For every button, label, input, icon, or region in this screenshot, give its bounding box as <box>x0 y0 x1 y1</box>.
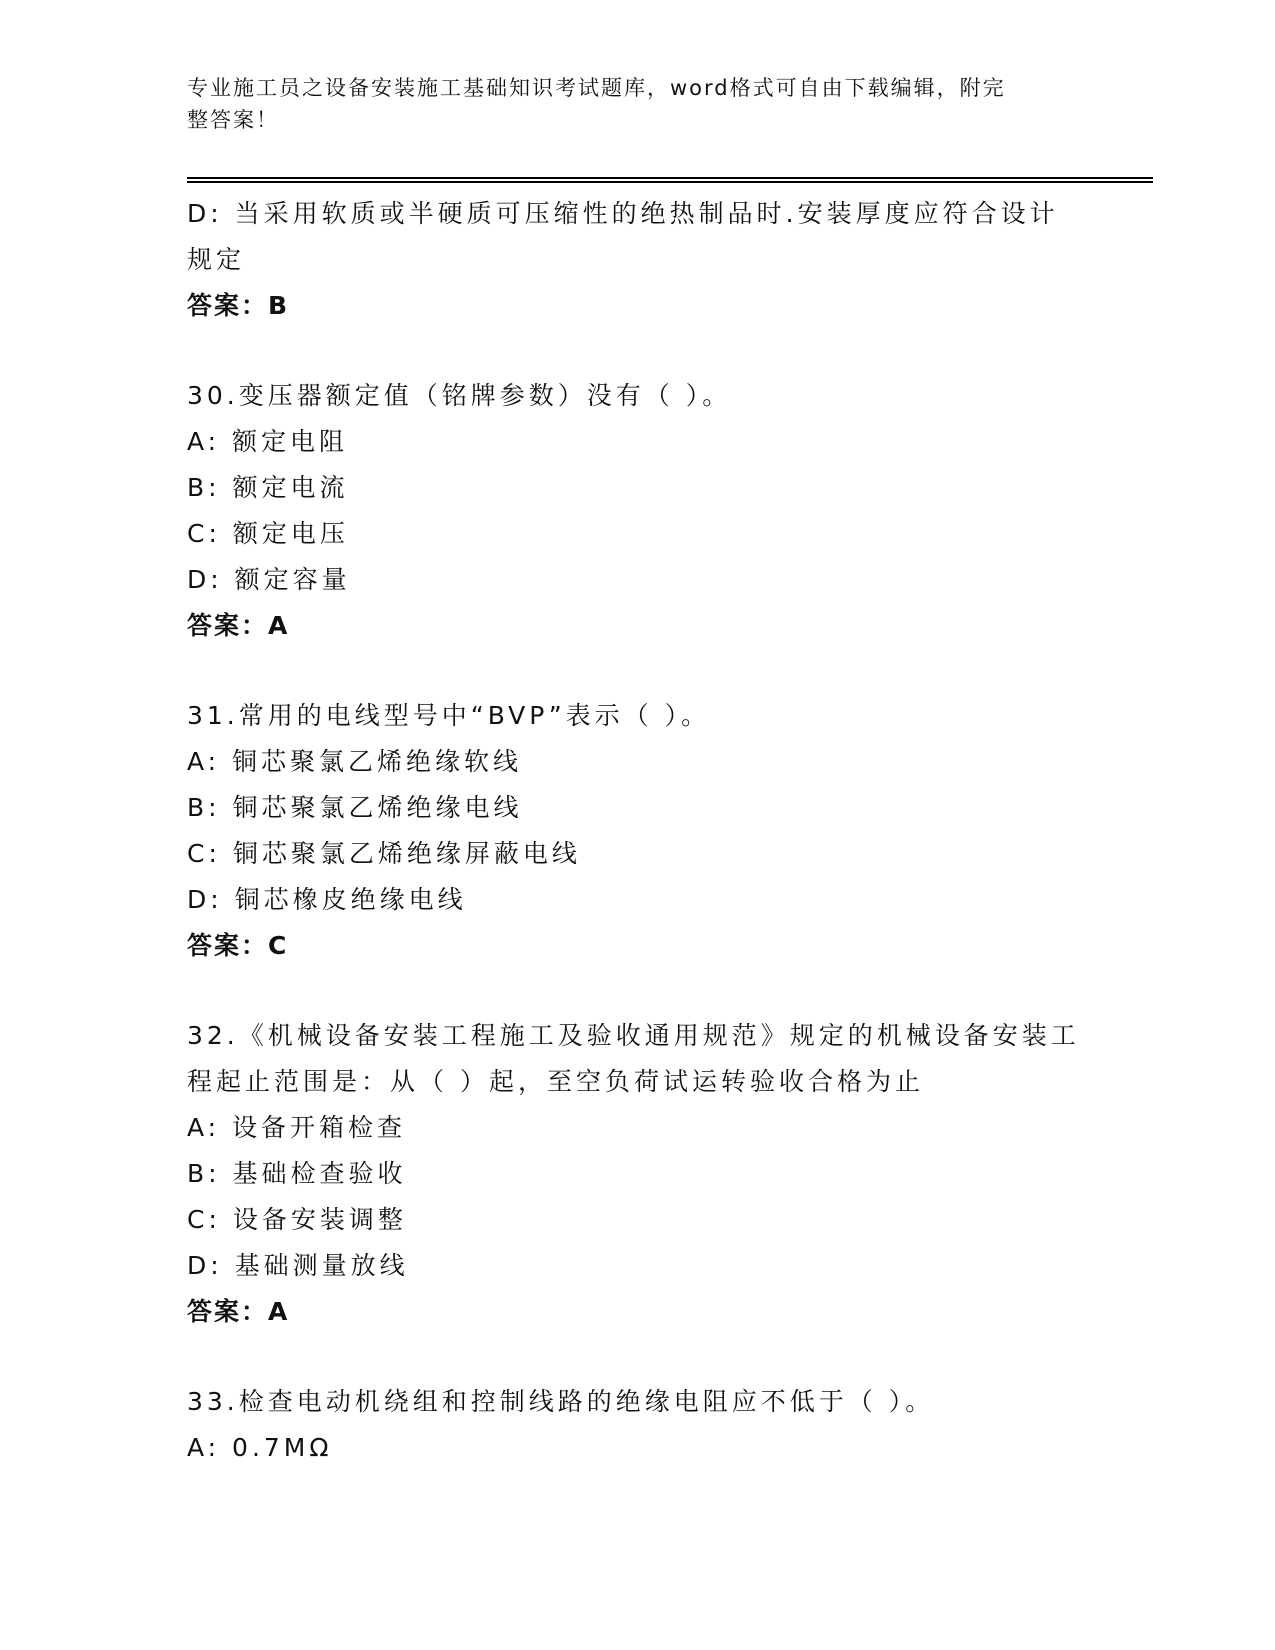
option-a: A: 铜芯聚氯乙烯绝缘软线 <box>187 747 523 776</box>
spacer <box>187 649 1087 693</box>
option-d-continued: 规定 <box>187 245 246 274</box>
header-line-2: 整答案！ <box>187 108 279 132</box>
spacer <box>187 969 1087 1013</box>
option-a: A: 0.7MΩ <box>187 1433 333 1462</box>
option-c: C: 设备安装调整 <box>187 1205 407 1234</box>
answer-line: 答案：C <box>187 931 289 960</box>
question-stem: 32.《机械设备安装工程施工及验收通用规范》规定的机械设备安装工 <box>187 1021 1080 1050</box>
option-a: A: 设备开箱检查 <box>187 1113 407 1142</box>
option-b: B: 基础检查验收 <box>187 1159 407 1188</box>
answer-line: 答案：B <box>187 291 290 320</box>
question-stem-continued: 程起止范围是：从（ ）起，至空负荷试运转验收合格为止 <box>187 1067 924 1096</box>
option-c: C: 铜芯聚氯乙烯绝缘屏蔽电线 <box>187 839 581 868</box>
option-d: D: 基础测量放线 <box>187 1251 409 1280</box>
option-d: D: 额定容量 <box>187 565 351 594</box>
question-list <box>187 191 1087 1471</box>
header-divider-bottom <box>187 181 1153 183</box>
question-stem: 33.检查电动机绕组和控制线路的绝缘电阻应不低于（ ）。 <box>187 1387 935 1416</box>
previous-question-tail <box>187 191 1087 329</box>
header-divider-top <box>187 177 1153 179</box>
option-b: B: 铜芯聚氯乙烯绝缘电线 <box>187 793 523 822</box>
answer-line: 答案：A <box>187 1297 290 1326</box>
question-32 <box>187 1013 1087 1335</box>
option-d: D: 铜芯橡皮绝缘电线 <box>187 885 467 914</box>
option-b: B: 额定电流 <box>187 473 349 502</box>
question-stem: 30.变压器额定值（铭牌参数）没有（ ）。 <box>187 381 732 410</box>
option-c: C: 额定电压 <box>187 519 349 548</box>
spacer <box>187 329 1087 373</box>
question-33 <box>187 1379 1087 1471</box>
question-stem: 31.常用的电线型号中“BVP”表示（ ）。 <box>187 701 711 730</box>
answer-line: 答案：A <box>187 611 290 640</box>
option-a: A: 额定电阻 <box>187 427 349 456</box>
option-d: D: 当采用软质或半硬质可压缩性的绝热制品时.安装厚度应符合设计 <box>187 199 1059 228</box>
header-line-1: 专业施工员之设备安装施工基础知识考试题库，word格式可自由下载编辑，附完 <box>187 76 1006 100</box>
question-31 <box>187 693 1087 969</box>
spacer <box>187 1335 1087 1379</box>
document-header <box>187 72 1067 136</box>
question-30 <box>187 373 1087 649</box>
